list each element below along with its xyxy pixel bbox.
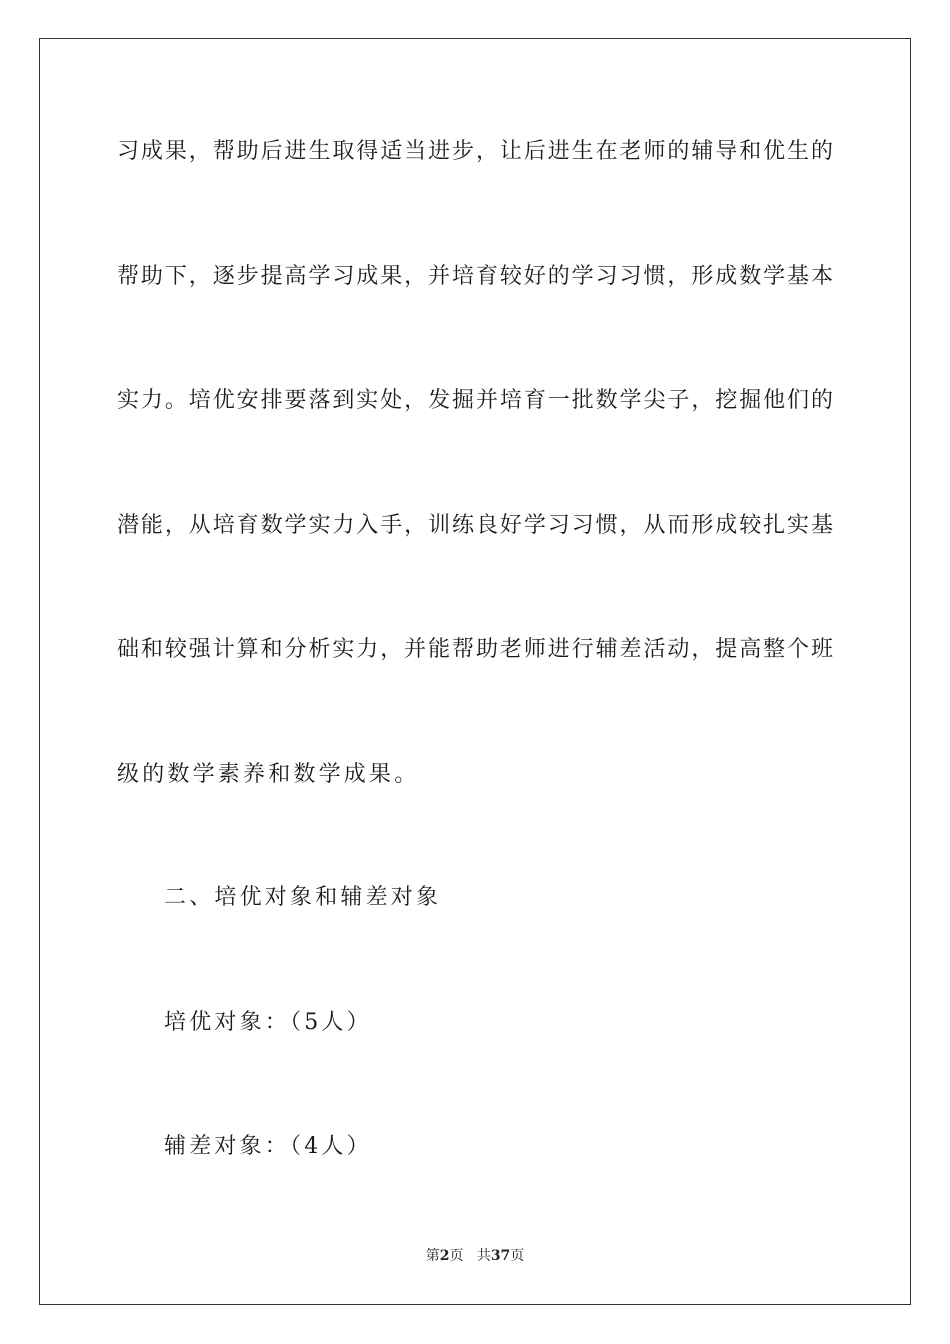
page-frame: [39, 38, 911, 1305]
page-prefix: 第: [425, 1248, 440, 1264]
section-heading: 二、培优对象和辅差对象: [164, 885, 442, 910]
page-footer: [0, 1246, 950, 1266]
page-suffix: 页: [449, 1248, 464, 1264]
paragraph-line-2: 帮助下，逐步提高学习成果，并培育较好的学习习惯，形成数学基本: [117, 264, 833, 289]
page-number: 2: [439, 1248, 450, 1264]
paragraph-line-6: 级的数学素养和数学成果。: [117, 762, 420, 787]
top-students-item: 培优对象：（5人）: [164, 1010, 372, 1035]
paragraph-line-4: 潜能，从培育数学实力入手，训练良好学习习惯，从而形成较扎实基: [117, 513, 833, 538]
total-suffix: 页: [510, 1248, 525, 1264]
struggling-students-item: 辅差对象：（4人）: [164, 1134, 372, 1159]
paragraph-line-5: 础和较强计算和分析实力，并能帮助老师进行辅差活动，提高整个班: [117, 637, 833, 662]
total-pages: 37: [490, 1248, 511, 1264]
paragraph-line-3: 实力。培优安排要落到实处，发掘并培育一批数学尖子，挖掘他们的: [117, 388, 833, 413]
total-prefix: 共: [476, 1248, 491, 1264]
paragraph-line-1: 习成果，帮助后进生取得适当进步，让后进生在老师的辅导和优生的: [117, 139, 833, 164]
